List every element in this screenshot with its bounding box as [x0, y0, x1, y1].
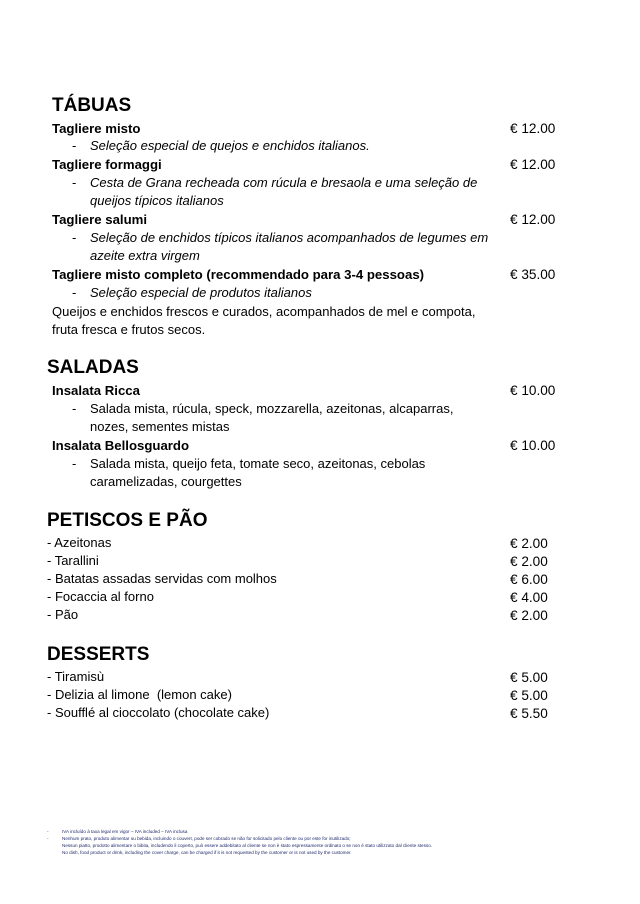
item-description: Salada mista, rúcula, speck, mozzarella, azeitonas, alcaparras, nozes, sementes mistas	[90, 401, 454, 434]
item-description: Seleção especial de produtos italianos	[90, 285, 312, 300]
footer-charge-note-en: No dish, food product or drink, including the cover charge, can be charged if it is not requested by the customer or is not used by the customer.	[62, 850, 352, 855]
bullet-dash: -	[72, 175, 77, 190]
item-price: € 6.00	[510, 572, 548, 587]
menu-item: - Delizia al limone (lemon cake)	[47, 687, 232, 702]
item-name: Tagliere misto completo (recommendado para 3-4 pessoas)	[52, 267, 425, 282]
section-title-saladas: SALADAS	[47, 357, 139, 378]
item-price: € 12.00	[510, 212, 556, 227]
menu-item: - Pão	[47, 607, 79, 622]
menu-item: - Focaccia al forno	[47, 589, 154, 604]
tabuas-note: Queijos e enchidos frescos e curados, acompanhados de mel e compota, fruta fresca e frutos secos.	[52, 304, 476, 337]
section-title-petiscos: PETISCOS E PÃO	[47, 510, 208, 531]
item-description: Salada mista, queijo feta, tomate seco, azeitonas, cebolas caramelizadas, courgettes	[90, 456, 426, 489]
item-price: € 12.00	[510, 121, 556, 136]
item-price: € 35.00	[510, 267, 556, 282]
footer-charge-note-it: Nessun piatto, prodotto alimentare o bibita, includendo il coperto, può essere addebitato al cliente se non è stato espressamente ordinato o se non è stato utilizzato dal cliente stesso.	[62, 843, 433, 848]
item-name: Tagliere formaggi	[52, 157, 162, 172]
item-price: € 12.00	[510, 157, 556, 172]
item-price: € 5.00	[510, 670, 548, 685]
footer-dash: -	[47, 829, 49, 834]
bullet-dash: -	[72, 138, 77, 153]
item-name: Insalata Bellosguardo	[52, 438, 190, 453]
menu-item: - Tiramisù	[47, 669, 105, 684]
item-description: Cesta de Grana recheada com rúcula e bresaola e uma seleção de queijos típicos italianos	[90, 175, 478, 208]
item-name: Tagliere misto	[52, 121, 141, 136]
item-price: € 10.00	[510, 383, 556, 398]
bullet-dash: -	[72, 401, 77, 416]
section-title-desserts: DESSERTS	[47, 644, 150, 665]
item-description: Seleção de enchidos típicos italianos acompanhados de legumes em azeite extra virgem	[90, 230, 489, 263]
item-price: € 10.00	[510, 438, 556, 453]
footer-vat-note: IVA incluído à taxa legal em vigor – IVA included – IVA inclusa	[62, 829, 188, 834]
menu-item: - Batatas assadas servidas com molhos	[47, 571, 277, 586]
menu-item: - Tarallini	[47, 553, 99, 568]
item-price: € 2.00	[510, 608, 548, 623]
bullet-dash: -	[72, 285, 77, 300]
item-price: € 2.00	[510, 554, 548, 569]
footer-dash: -	[47, 836, 49, 841]
item-name: Insalata Ricca	[52, 383, 140, 398]
item-price: € 5.00	[510, 688, 548, 703]
item-price: € 5.50	[510, 706, 548, 721]
section-title-tabuas: TÁBUAS	[52, 95, 132, 116]
item-name: Tagliere salumi	[52, 212, 148, 227]
bullet-dash: -	[72, 456, 77, 471]
bullet-dash: -	[72, 230, 77, 245]
menu-item: - Soufflé al cioccolato (chocolate cake)	[47, 705, 270, 720]
item-price: € 4.00	[510, 590, 548, 605]
footer-charge-note-pt: Nenhum prato, produto alimentar ou bebida, incluindo o couvert, pode ser cobrado se não for solicitado pelo cliente ou por este for inutilizado;	[62, 836, 351, 841]
item-description: Seleção especial de quejos e enchidos italianos.	[90, 138, 370, 153]
menu-item: - Azeitonas	[47, 535, 112, 550]
item-price: € 2.00	[510, 536, 548, 551]
